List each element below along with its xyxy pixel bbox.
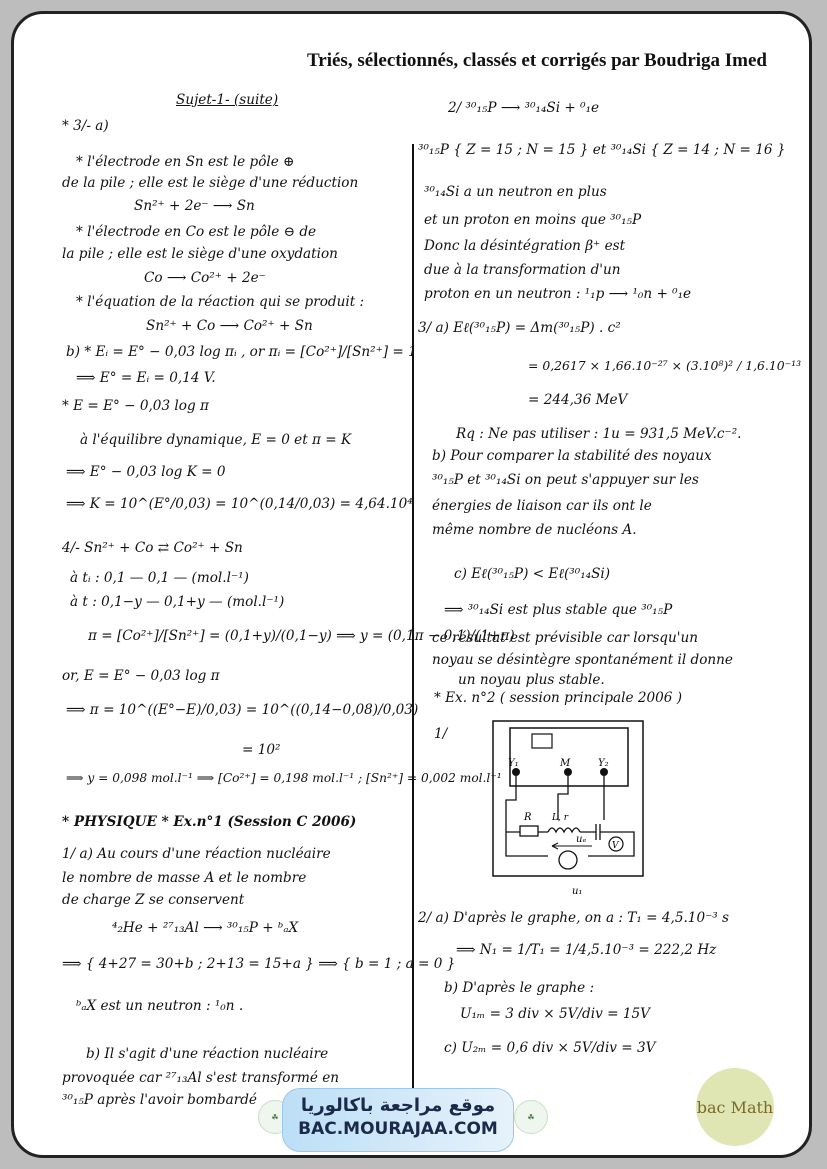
left-line: Sn²⁺ + Co ⟶ Co²⁺ + Sn	[146, 318, 313, 334]
right-line: 3/ a) Eℓ(³⁰₁₅P) = Δm(³⁰₁₅P) . c²	[418, 320, 621, 336]
site-banner[interactable]	[282, 1088, 514, 1152]
left-line: Sujet-1- (suite)	[176, 92, 279, 108]
right-line: noyau se désintègre spontanément il donne	[432, 652, 733, 668]
channel-y2-terminal	[600, 768, 608, 776]
left-line: 1/ a) Au cours d'une réaction nucléaire	[62, 846, 331, 862]
resistor	[520, 826, 538, 836]
left-line: * 3/- a)	[62, 118, 109, 134]
right-line: c) U₂ₘ = 0,6 div × 5V/div = 3V	[444, 1040, 656, 1056]
column-divider	[412, 144, 414, 1089]
oscilloscope-screen	[532, 734, 552, 748]
left-line: Co ⟶ Co²⁺ + 2e⁻	[144, 270, 266, 286]
label-v: V	[612, 841, 619, 851]
bac-math-logo: bac Math	[696, 1068, 774, 1146]
right-line: ⟹ N₁ = 1/T₁ = 1/4,5.10⁻³ = 222,2 Hz	[456, 942, 717, 958]
left-line: * l'équation de la réaction qui se produit :	[76, 294, 365, 310]
left-line: * E = E° − 0,03 log π	[62, 398, 209, 414]
right-line: Donc la désintégration β⁺ est	[424, 238, 626, 254]
right-line: et un proton en moins que ³⁰₁₅P	[424, 212, 642, 228]
site-badge-left: ☘	[258, 1100, 292, 1134]
right-line: due à la transformation d'un	[424, 262, 621, 278]
banner-site-url[interactable]: BAC.MOURAJAA.COM	[298, 1119, 498, 1139]
capacitor	[580, 824, 634, 856]
left-line: b) * Eᵢ = E° − 0,03 log πᵢ , or πᵢ = [Co²⁺]/[Sn²⁺] = 1	[66, 344, 417, 360]
label-u1: u₁	[572, 886, 583, 897]
right-line: = 0,2617 × 1,66.10⁻²⁷ × (3.10⁸)² / 1,6.10⁻¹³	[528, 358, 802, 373]
right-line: b) D'après le graphe :	[444, 980, 595, 996]
left-line: * PHYSIQUE * Ex.n°1 (Session C 2006)	[62, 814, 357, 830]
generator	[559, 851, 577, 869]
left-line: la pile ; elle est le siège d'une oxydation	[62, 246, 338, 262]
left-line: * l'électrode en Co est le pôle ⊖ de	[76, 224, 317, 240]
right-line: énergies de liaison car ils ont le	[432, 498, 652, 514]
label-ue: uₑ	[576, 834, 587, 845]
circuit-diagram	[492, 720, 646, 900]
label-r: R	[524, 812, 532, 823]
right-line: ce résultat est prévisible car lorsqu'un	[432, 630, 699, 646]
left-line: ⟹ E° − 0,03 log K = 0	[66, 464, 226, 480]
left-line: = 10²	[242, 742, 281, 758]
label-y2: Y₂	[598, 758, 609, 769]
right-line: U₁ₘ = 3 div × 5V/div = 15V	[460, 1006, 650, 1022]
banner-arabic-text: موقع مراجعة باكالوريا	[300, 1095, 496, 1116]
right-line: proton en un neutron : ¹₁p ⟶ ¹₀n + ⁰₁e	[424, 286, 692, 302]
right-line: ³⁰₁₅P et ³⁰₁₄Si on peut s'appuyer sur les	[432, 472, 699, 488]
page-header: Triés, sélectionnés, classés et corrigés par Boudriga Imed	[307, 50, 767, 71]
left-line: à l'équilibre dynamique, E = 0 et π = K	[80, 432, 352, 448]
left-line: ⟹ E° = Eᵢ = 0,14 V.	[76, 370, 216, 386]
right-line: 2/ ³⁰₁₅P ⟶ ³⁰₁₄Si + ⁰₁e	[448, 100, 600, 116]
left-line: à tᵢ : 0,1 — 0,1 — (mol.l⁻¹)	[70, 570, 249, 586]
left-line: π = [Co²⁺]/[Sn²⁺] = (0,1+y)/(0,1−y) ⟹ y = (0,1π − 0,1)/(1+π)	[88, 628, 515, 644]
left-line: ᵇₐX est un neutron : ¹₀n .	[76, 998, 244, 1014]
right-line: * Ex. n°2 ( session principale 2006 )	[434, 690, 683, 706]
label-y1: Y₁	[508, 758, 519, 769]
left-line: * l'électrode en Sn est le pôle ⊕	[76, 154, 295, 170]
right-line: même nombre de nucléons A.	[432, 522, 637, 538]
left-line: 4/- Sn²⁺ + Co ⇄ Co²⁺ + Sn	[62, 540, 243, 556]
left-line: ⟹ π = 10^((E°−E)/0,03) = 10^((0,14−0,08)/0,03)	[66, 702, 419, 718]
right-line: un noyau plus stable.	[458, 672, 605, 688]
left-line: ⟹ K = 10^(E°/0,03) = 10^(0,14/0,03) = 4,64.10⁴	[66, 496, 413, 512]
channel-y1-terminal	[512, 768, 520, 776]
right-line: 2/ a) D'après le graphe, on a : T₁ = 4,5.10⁻³ s	[418, 910, 730, 926]
left-line: or, E = E° − 0,03 log π	[62, 668, 220, 684]
document-page	[11, 11, 812, 1158]
left-line: à t : 0,1−y — 0,1+y — (mol.l⁻¹)	[70, 594, 285, 610]
coil	[548, 828, 580, 832]
label-coil: L, r	[552, 813, 569, 823]
left-line: Sn²⁺ + 2e⁻ ⟶ Sn	[134, 198, 255, 214]
right-line: ³⁰₁₄Si a un neutron en plus	[424, 184, 607, 200]
left-line: ³⁰₁₅P après l'avoir bombardé	[62, 1092, 257, 1108]
left-line: le nombre de masse A et le nombre	[62, 870, 307, 886]
ground-terminal	[564, 768, 572, 776]
right-line: b) Pour comparer la stabilité des noyaux	[432, 448, 712, 464]
oscilloscope-box	[510, 728, 628, 786]
left-line: de charge Z se conservent	[62, 892, 245, 908]
site-badge-right: ☘	[514, 1100, 548, 1134]
left-line: ⟹ { 4+27 = 30+b ; 2+13 = 15+a } ⟹ { b = 1 ; a = 0 }	[62, 956, 456, 972]
left-line: provoquée car ²⁷₁₃Al s'est transformé en	[62, 1070, 340, 1086]
label-m: M	[560, 758, 571, 769]
left-line: de la pile ; elle est le siège d'une réduction	[62, 175, 359, 191]
left-line: ⟹ y = 0,098 mol.l⁻¹ ⟹ [Co²⁺] = 0,198 mol.l⁻¹ ; [Sn²⁺] = 0,002 mol.l⁻¹	[66, 771, 502, 785]
right-line: ³⁰₁₅P { Z = 15 ; N = 15 } et ³⁰₁₄Si { Z = 14 ; N = 16 }	[418, 142, 786, 158]
right-line: c) Eℓ(³⁰₁₅P) < Eℓ(³⁰₁₄Si)	[454, 566, 611, 582]
right-line: Rq : Ne pas utiliser : 1u = 931,5 MeV.c⁻².	[456, 426, 742, 442]
right-line: = 244,36 MeV	[528, 392, 628, 408]
left-line: b) Il s'agit d'une réaction nucléaire	[86, 1046, 329, 1062]
right-line: 1/	[434, 726, 448, 742]
left-line: ⁴₂He + ²⁷₁₃Al ⟶ ³⁰₁₅P + ᵇₐX	[112, 920, 299, 936]
right-line: ⟹ ³⁰₁₄Si est plus stable que ³⁰₁₅P	[444, 602, 673, 618]
